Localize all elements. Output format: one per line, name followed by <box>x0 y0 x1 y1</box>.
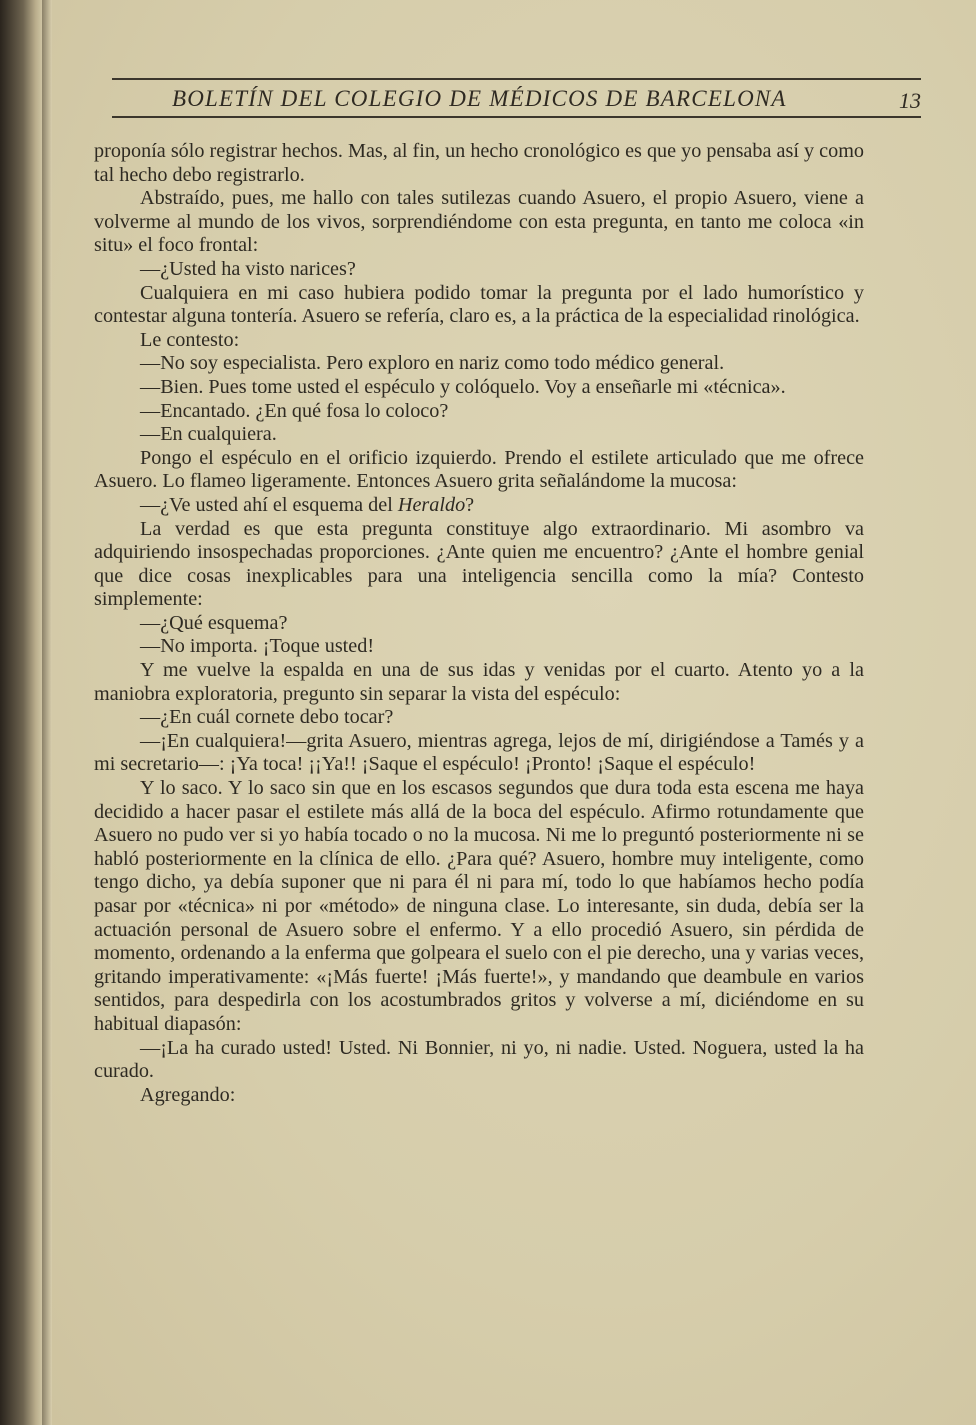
paragraph: —¿Usted ha visto narices? <box>140 257 356 280</box>
paragraph: —No importa. ¡Toque usted! <box>140 635 375 658</box>
paragraph: —¿Qué esquema? <box>140 611 288 634</box>
book-gutter <box>42 0 52 1425</box>
book-left-edge <box>0 0 42 1425</box>
paragraph: Le contesto: <box>140 328 240 351</box>
paragraph: —En cualquiera. <box>140 423 277 446</box>
paragraph: Abstraído, pues, me hallo con tales sutilezas cuando Asuero, el propio Asuero, viene a volverme al mundo de los vivos, sorprendiéndome con esta pregunta, en tanto me coloca «in situ» el foco frontal: <box>94 187 864 257</box>
running-header <box>112 78 921 118</box>
paragraph: Y lo saco. Y lo saco sin que en los escasos segundos que dura toda esta escena me haya decidido a hacer pasar el estilete más allá de la boca del espéculo. Afirmo rotundamente que Asuero no pudo ver si yo había tocado o no la mucosa. Ni me lo preguntó posteriormente ni se habló posteriormente en la clínica de ello. ¿Para qué? Asuero, hombre muy inteligente, como tengo dicho, ya debía suponer que ni para él ni para mí, todo lo que habíamos hecho podía pasar por «técnica» ni por «método» de ninguna clase. Lo interesante, sin duda, debía ser la actuación personal de Asuero sobre el enfermo. Y a ello procedió Asuero, sin pérdida de momento, ordenando a la enferma que golpeara el suelo con el pie derecho, una y varias veces, gritando imperativamente: «¡Más fuerte! ¡Más fuerte!», y mandando que deambule en varios sentidos, para despedirla con los acostumbrados gritos y volverse a mí, diciéndome en su habitual diapasón: <box>94 777 864 1035</box>
header-top-rule <box>112 78 921 80</box>
journal-title: BOLETÍN DEL COLEGIO DE MÉDICOS DE BARCELONA <box>172 86 787 111</box>
header-bottom-rule <box>112 116 921 118</box>
paragraph: —¿En cuál cornete debo tocar? <box>140 706 394 729</box>
paragraph: Y me vuelve la espalda en una de sus idas y venidas por el cuarto. Atento yo a la maniobra exploratoria, pregunto sin separar la vista del espéculo: <box>94 659 864 705</box>
paragraph: Cualquiera en mi caso hubiera podido tomar la pregunta por el lado humorístico y contestar alguna tontería. Asuero se refería, claro es, a la práctica de la especialidad rinológica. <box>94 281 864 328</box>
italic-title: Heraldo <box>397 493 466 516</box>
book-page <box>52 0 976 1425</box>
paragraph: Agregando: <box>140 1083 236 1106</box>
article-body <box>94 140 864 1107</box>
paragraph-text: ? <box>465 493 475 516</box>
paragraph: proponía sólo registrar hechos. Mas, al fin, un hecho cronológico es que yo pensaba así y como tal hecho debo registrarlo. <box>94 140 864 186</box>
paragraph: —Bien. Pues tome usted el espéculo y colóquelo. Voy a enseñarle mi «técnica». <box>140 375 786 398</box>
page-number: 13 <box>899 88 921 113</box>
paragraph: —¡En cualquiera!—grita Asuero, mientras agrega, lejos de mí, dirigiéndose a Tamés y a mi secretario—: ¡Ya toca! ¡¡Ya!! ¡Saque el espéculo! ¡Pronto! ¡Saque el espéculo! <box>94 729 864 776</box>
paragraph: La verdad es que esta pregunta constituye algo extraordinario. Mi asombro va adquiriendo insospechadas proporciones. ¿Ante quien me encuentro? ¿Ante el hombre genial que dice cosas inexplicables para una inteligencia sencilla como la mía? Contesto simplemente: <box>94 517 864 611</box>
paragraph-with-italic <box>94 494 864 518</box>
paragraph-text: —¿Ve usted ahí el esquema del <box>140 493 398 516</box>
paragraph: —¡La ha curado usted! Usted. Ni Bonnier, ni yo, ni nadie. Usted. Noguera, usted la ha curado. <box>94 1036 864 1083</box>
paragraph: Pongo el espéculo en el orificio izquierdo. Prendo el estilete articulado que me ofrece Asuero. Lo flameo ligeramente. Entonces Asuero grita señalándome la mucosa: <box>94 446 864 493</box>
paragraph: —Encantado. ¿En qué fosa lo coloco? <box>140 399 449 422</box>
paragraph: —No soy especialista. Pero exploro en nariz como todo médico general. <box>140 352 725 375</box>
